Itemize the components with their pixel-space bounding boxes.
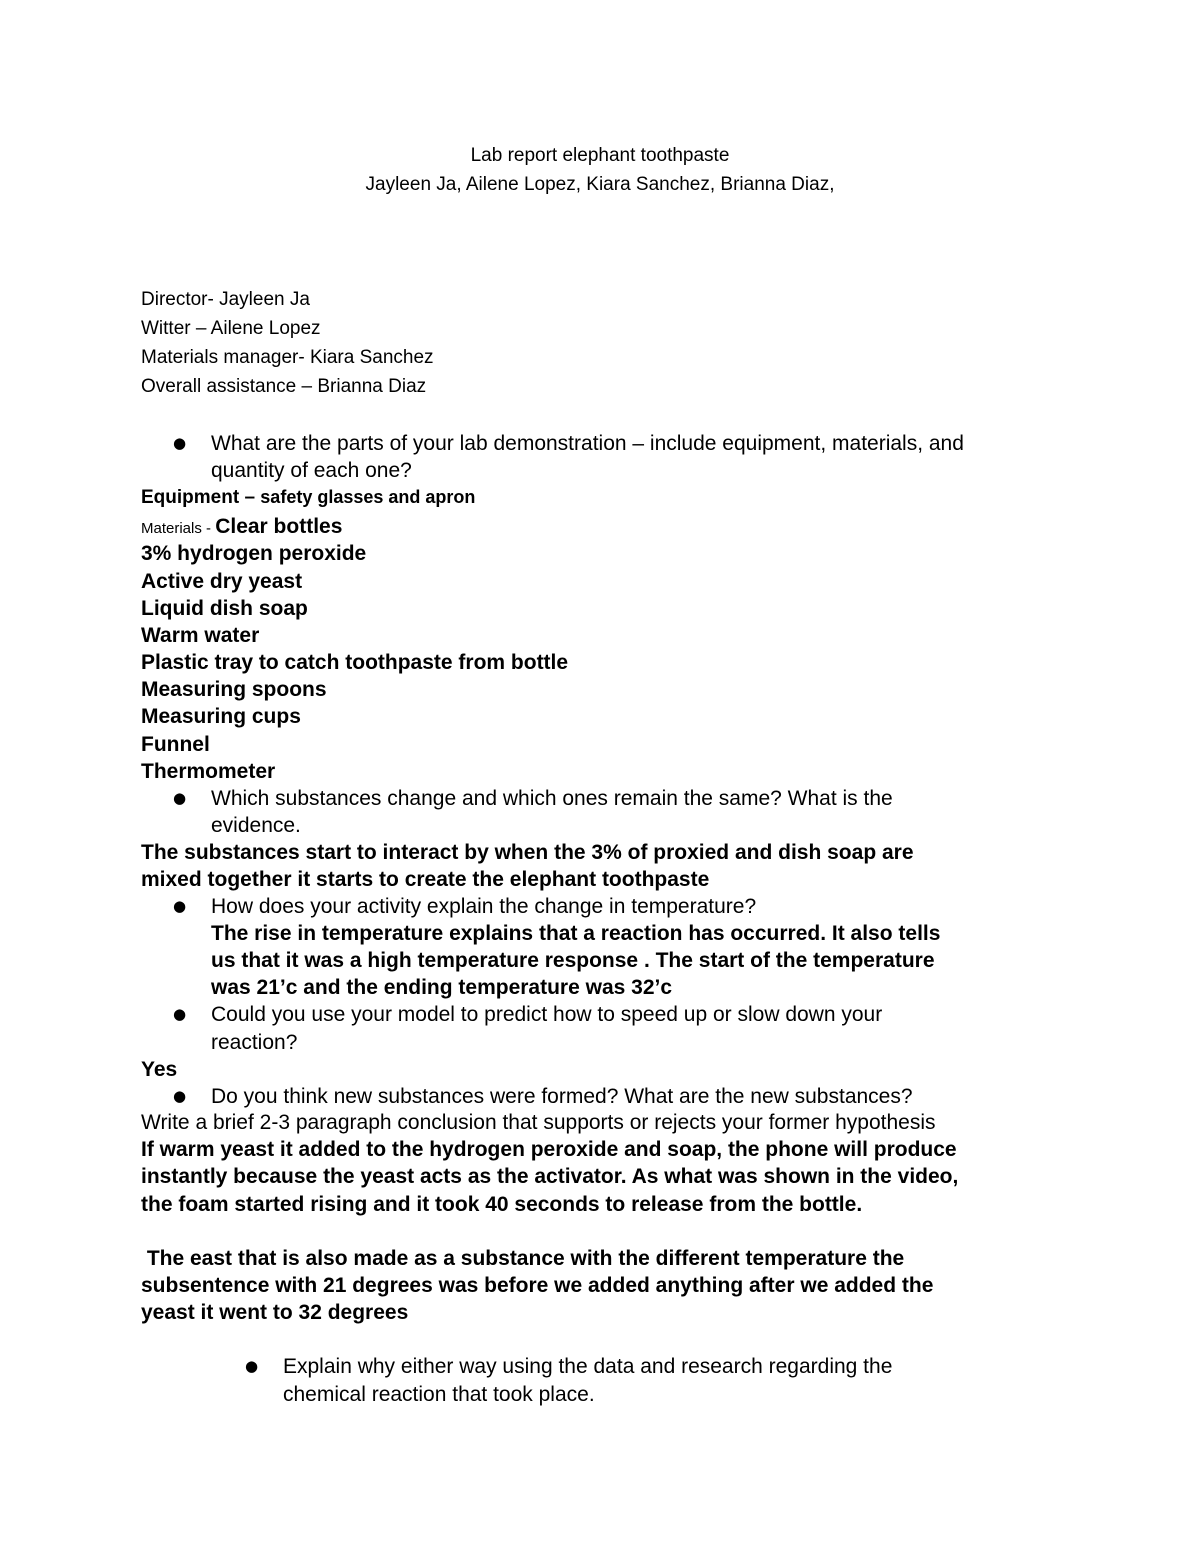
bullet-icon: ●: [245, 1357, 259, 1375]
materials-line: [141, 516, 342, 537]
bullet-icon: ●: [173, 897, 187, 915]
role-overall-assistance: Overall assistance – Brianna Diaz: [141, 376, 427, 397]
conclusion-paragraph-1-line-2: instantly because the yeast acts as the activator. As what was shown in the video,: [141, 1165, 959, 1188]
question-4-line-2: reaction?: [211, 1031, 298, 1054]
equipment-value: safety glasses and apron: [260, 487, 476, 507]
conclusion-paragraph-2-line-1: The east that is also made as a substance with the different temperature the: [141, 1247, 905, 1270]
answer-3-line-3: was 21’c and the ending temperature was 32’c: [211, 976, 673, 999]
material-item: Measuring cups: [141, 705, 301, 728]
material-item: Plastic tray to catch toothpaste from bottle: [141, 651, 569, 674]
conclusion-prompt: Write a brief 2-3 paragraph conclusion that supports or rejects your former hypothesis: [141, 1111, 936, 1134]
answer-4: Yes: [141, 1058, 178, 1081]
question-6-line-2: chemical reaction that took place.: [283, 1383, 595, 1406]
bullet-icon: ●: [173, 434, 187, 452]
conclusion-paragraph-1-line-3: the foam started rising and it took 40 seconds to release from the bottle.: [141, 1193, 863, 1216]
role-writer: Witter – Ailene Lopez: [141, 318, 321, 339]
question-5-line-1: Do you think new substances were formed? What are the new substances?: [211, 1085, 913, 1108]
equipment-label: Equipment –: [141, 487, 261, 508]
answer-3-line-1: The rise in temperature explains that a reaction has occurred. It also tells: [211, 922, 941, 945]
question-1-line-1: What are the parts of your lab demonstration – include equipment, materials, and: [211, 432, 964, 455]
bullet-icon: ●: [173, 1087, 187, 1105]
conclusion-paragraph-1-line-1: If warm yeast it added to the hydrogen peroxide and soap, the phone will produce: [141, 1138, 957, 1161]
conclusion-paragraph-2-line-2: subsentence with 21 degrees was before we added anything after we added the: [141, 1274, 934, 1297]
document-authors: Jayleen Ja, Ailene Lopez, Kiara Sanchez, Brianna Diaz,: [365, 174, 835, 195]
material-item: Warm water: [141, 624, 260, 647]
material-item: Funnel: [141, 733, 210, 756]
materials-label: Materials -: [141, 520, 216, 537]
question-4-line-1: Could you use your model to predict how to speed up or slow down your: [211, 1003, 883, 1026]
material-item: Liquid dish soap: [141, 597, 308, 620]
material-item: Measuring spoons: [141, 678, 327, 701]
document-title: Lab report elephant toothpaste: [470, 145, 730, 166]
material-item: Active dry yeast: [141, 570, 303, 593]
equipment-line: [141, 488, 475, 507]
question-6-line-1: Explain why either way using the data and research regarding the: [283, 1355, 893, 1378]
bullet-icon: ●: [173, 1005, 187, 1023]
material-item: 3% hydrogen peroxide: [141, 542, 367, 565]
answer-2-line-1: The substances start to interact by when the 3% of proxied and dish soap are: [141, 841, 914, 864]
answer-3-line-2: us that it was a high temperature response . The start of the temperature: [211, 949, 935, 972]
bullet-icon: ●: [173, 789, 187, 807]
answer-2-line-2: mixed together it starts to create the elephant toothpaste: [141, 868, 710, 891]
question-1-line-2: quantity of each one?: [211, 459, 412, 482]
question-3-line-1: How does your activity explain the change in temperature?: [211, 895, 757, 918]
material-item: Thermometer: [141, 760, 276, 783]
question-2-line-1: Which substances change and which ones remain the same? What is the: [211, 787, 893, 810]
question-2-line-2: evidence.: [211, 814, 301, 837]
conclusion-paragraph-2-line-3: yeast it went to 32 degrees: [141, 1301, 409, 1324]
material-item: Clear bottles: [215, 515, 343, 538]
role-materials-manager: Materials manager- Kiara Sanchez: [141, 347, 434, 368]
role-director: Director- Jayleen Ja: [141, 289, 310, 310]
